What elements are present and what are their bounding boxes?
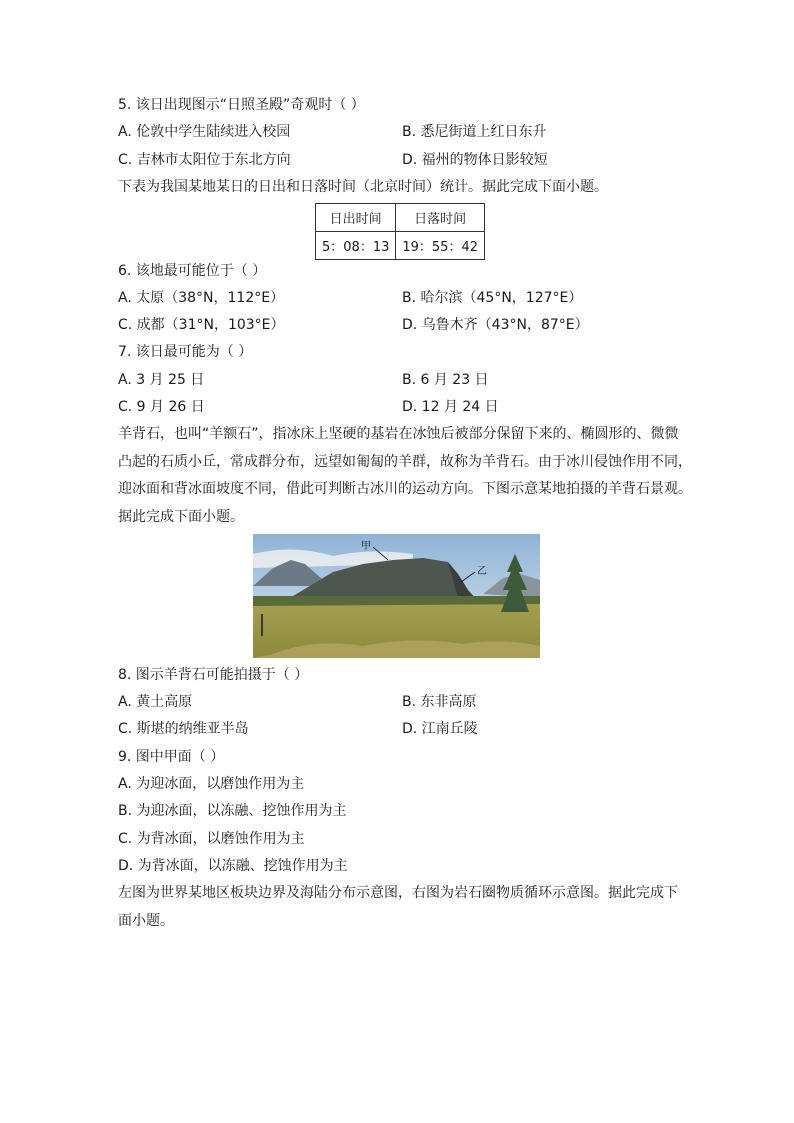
sunrise-sunset-table xyxy=(315,203,485,260)
label-yi: 乙 xyxy=(477,566,487,577)
q7-option-d: D. 12 月 24 日 xyxy=(402,399,499,415)
q5-option-a: A. 伦敦中学生陆续进入校园 xyxy=(118,124,291,140)
rock-intro-line-2: 凸起的石质小丘，常成群分布，远望如匍匐的羊群，故称为羊背石。由于冰川侵蚀作用不同， xyxy=(118,454,692,470)
q8-option-a: A. 黄土高原 xyxy=(118,694,193,710)
q5-option-c: C. 吉林市太阳位于东北方向 xyxy=(118,152,291,168)
q8-option-d: D. 江南丘陵 xyxy=(402,721,478,737)
table-row xyxy=(316,232,485,260)
q6-option-b: B. 哈尔滨（45°N，127°E） xyxy=(402,290,583,306)
plate-intro-line-2: 面小题。 xyxy=(118,913,174,929)
q6-option-d: D. 乌鲁木齐（43°N，87°E） xyxy=(402,317,589,333)
q9-option-b: B. 为迎冰面，以冻融、挖蚀作用为主 xyxy=(118,803,347,819)
roche-moutonnee-photo xyxy=(253,534,540,658)
q6-option-c: C. 成都（31°N，103°E） xyxy=(118,317,285,333)
table-header-sunset: 日落时间 xyxy=(396,204,485,232)
q7-option-b: B. 6 月 23 日 xyxy=(402,372,489,388)
q9-option-c: C. 为背冰面，以磨蚀作用为主 xyxy=(118,831,305,847)
table-header-row xyxy=(316,204,485,232)
q6-stem: 6. 该地最可能位于（ ） xyxy=(118,263,267,279)
table-cell-sunset: 19：55：42 xyxy=(396,232,485,260)
table-header-sunrise: 日出时间 xyxy=(316,204,396,232)
q7-stem: 7. 该日最可能为（ ） xyxy=(118,344,253,360)
sun-intro: 下表为我国某地某日的日出和日落时间（北京时间）统计。据此完成下面小题。 xyxy=(118,179,608,195)
q8-option-b: B. 东非高原 xyxy=(402,694,477,710)
q9-option-d: D. 为背冰面，以冻融、挖蚀作用为主 xyxy=(118,858,348,874)
q9-option-a: A. 为迎冰面，以磨蚀作用为主 xyxy=(118,776,305,792)
rock-intro-line-4: 据此完成下面小题。 xyxy=(118,509,244,525)
fence-post xyxy=(261,614,263,636)
table-cell-sunrise: 5：08：13 xyxy=(316,232,396,260)
q5-option-b: B. 悉尼街道上红日东升 xyxy=(402,124,547,140)
label-jia: 甲 xyxy=(361,541,371,552)
q6-option-a: A. 太原（38°N，112°E） xyxy=(118,290,285,306)
q8-option-c: C. 斯堪的纳维亚半岛 xyxy=(118,721,249,737)
plate-intro-line-1: 左图为世界某地区板块边界及海陆分布示意图，右图为岩石圈物质循环示意图。据此完成下 xyxy=(118,885,678,901)
q9-stem: 9. 图中甲面（ ） xyxy=(118,749,225,765)
q7-option-c: C. 9 月 26 日 xyxy=(118,399,205,415)
rock-intro-line-3: 迎冰面和背冰面坡度不同，借此可判断古冰川的运动方向。下图示意某地拍摄的羊背石景观。 xyxy=(118,481,692,497)
rock-intro-line-1: 羊背石，也叫“羊额石”，指冰床上坚硬的基岩在冰蚀后被部分保留下来的、椭圆形的、微微 xyxy=(118,426,679,442)
q7-option-a: A. 3 月 25 日 xyxy=(118,372,205,388)
q8-stem: 8. 图示羊背石可能拍摄于（ ） xyxy=(118,667,309,683)
q5-option-d: D. 福州的物体日影较短 xyxy=(402,152,548,168)
q5-stem: 5. 该日出现图示“日照圣殿”奇观时（ ） xyxy=(118,97,365,113)
